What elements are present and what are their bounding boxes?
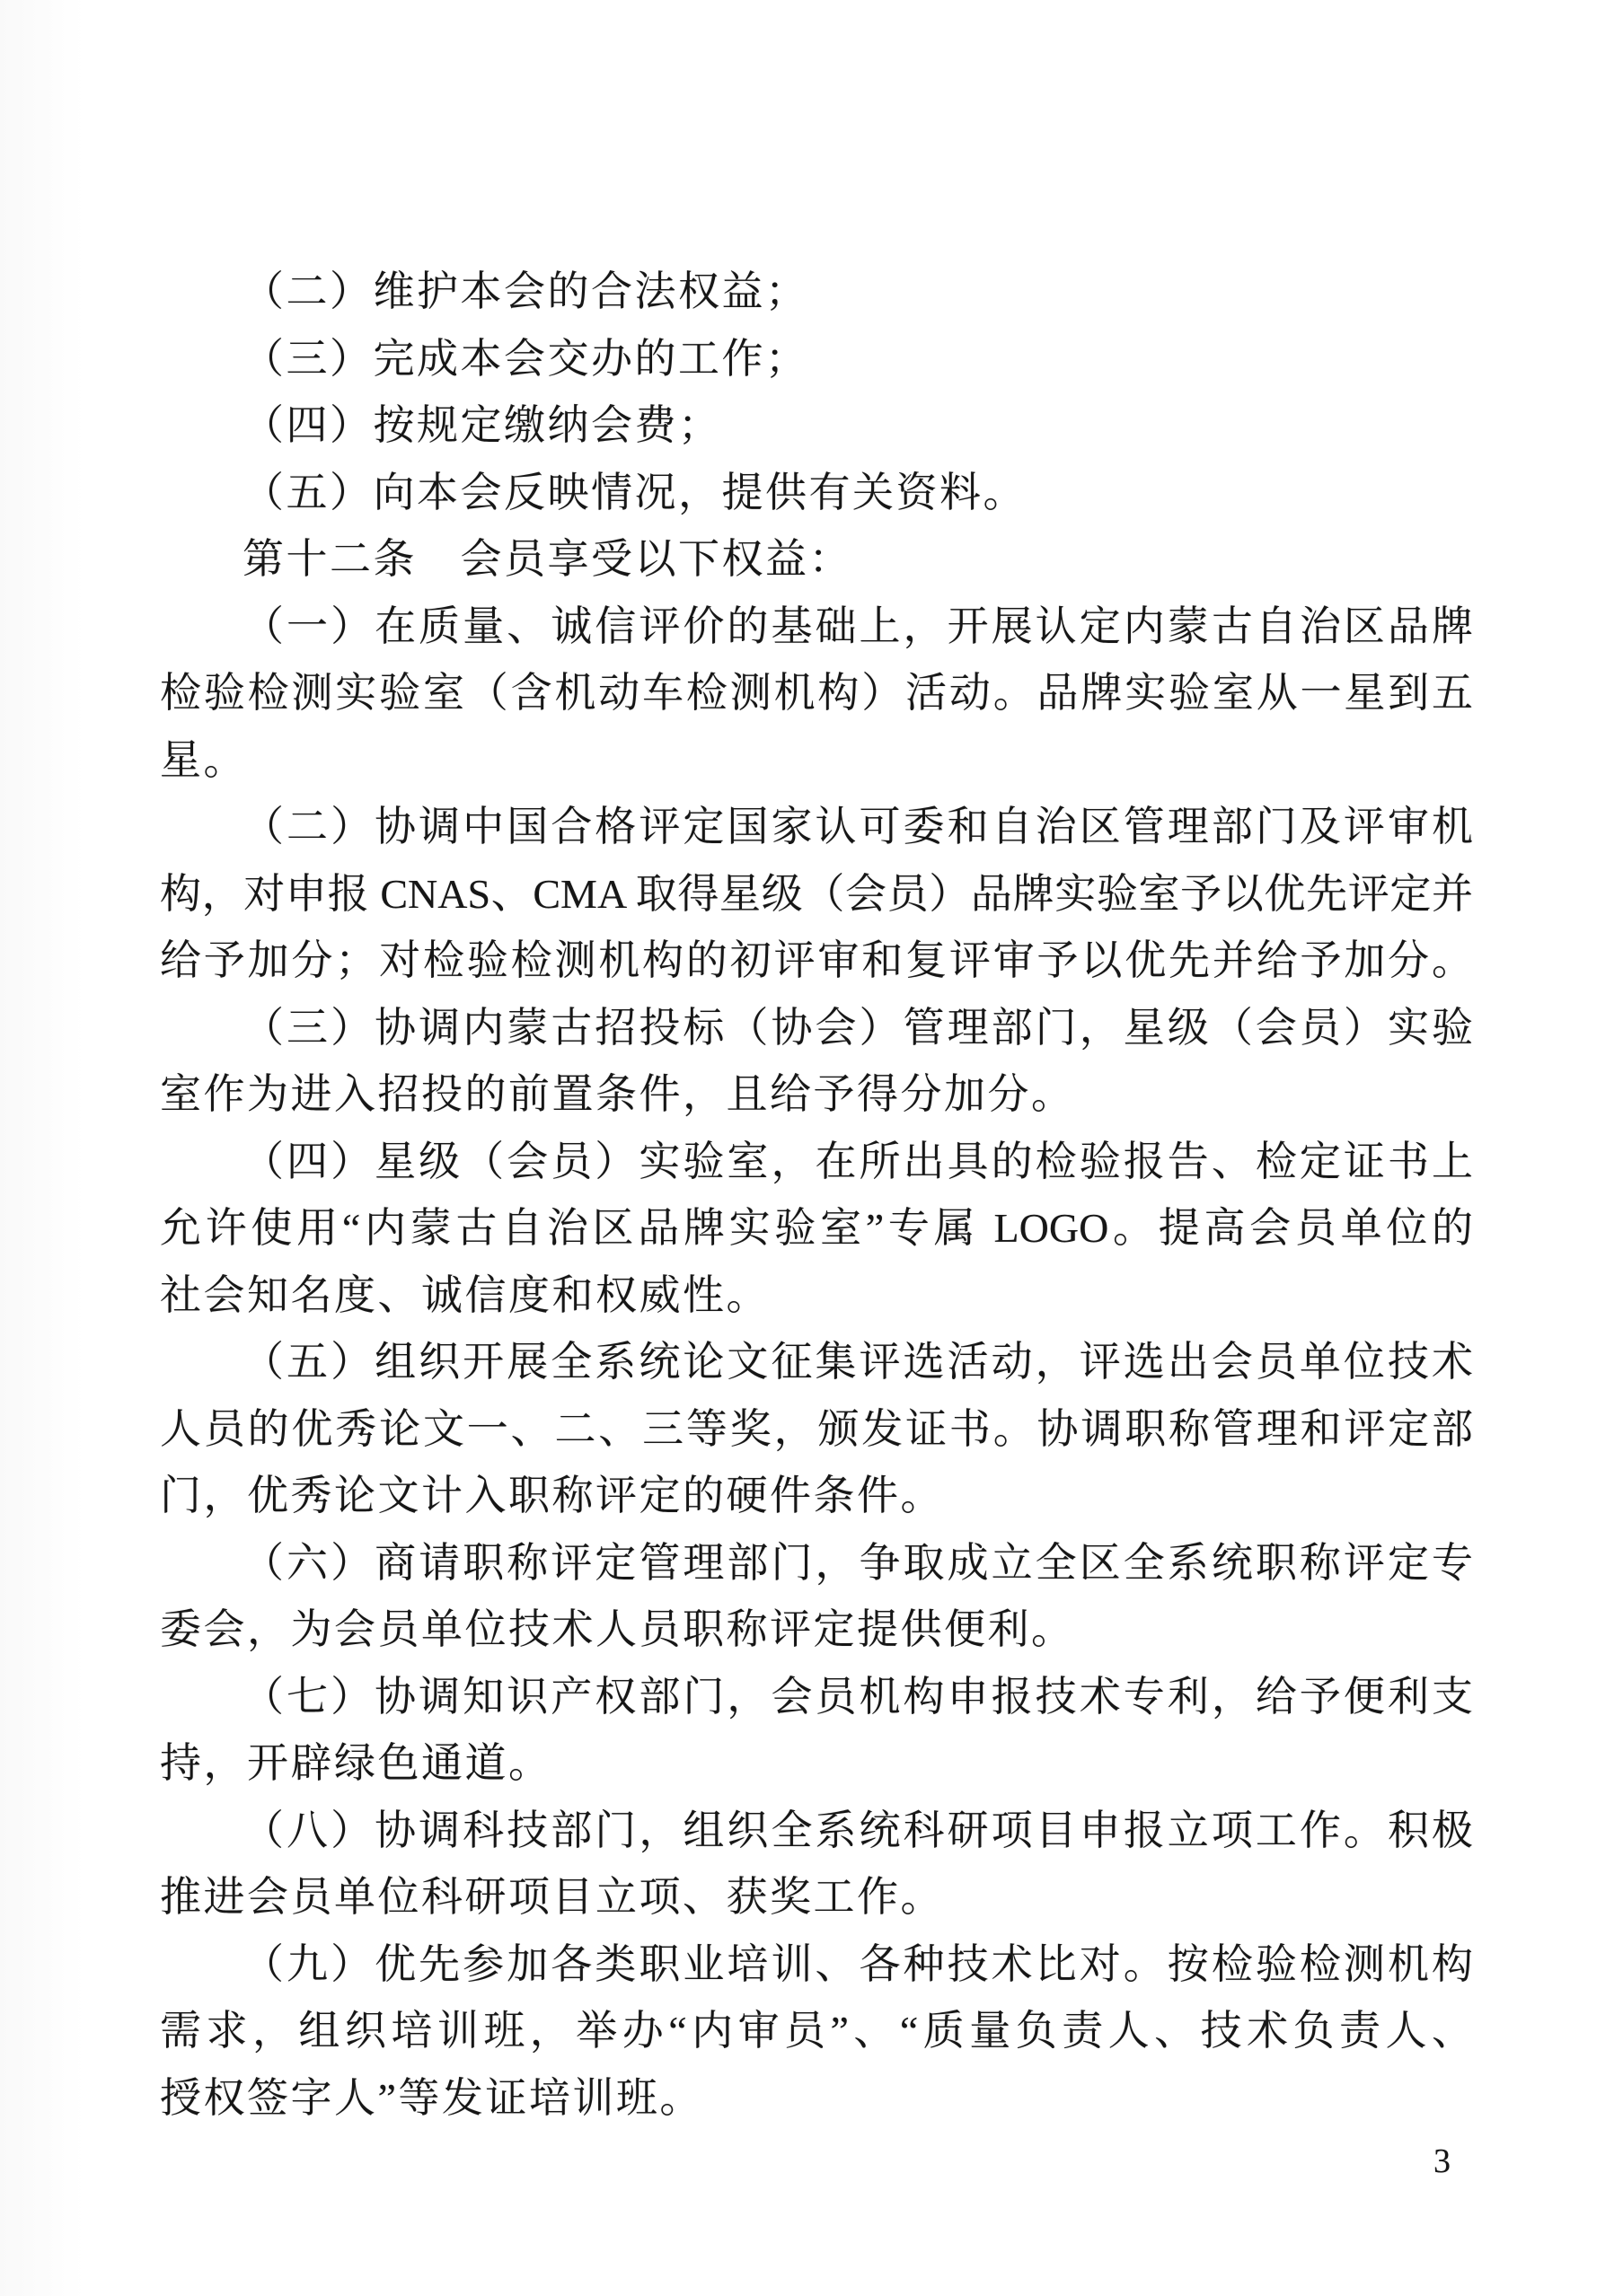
text-line: 允许使用“内蒙古自治区品牌实验室”专属 LOGO。提高会员单位的: [160, 1205, 1473, 1251]
text-line: 构，对申报 CNAS、CMA 取得星级（会员）品牌实验室予以优先评定并: [160, 870, 1473, 917]
text-line: （三）协调内蒙古招投标（协会）管理部门，星级（会员）实验: [243, 1004, 1473, 1051]
text-line: （四）星级（会员）实验室，在所出具的检验报告、检定证书上: [243, 1138, 1473, 1184]
text-line: （八）协调科技部门，组织全系统科研项目申报立项工作。积极: [243, 1807, 1473, 1853]
text-line: 星。: [160, 736, 247, 783]
text-line: （五）向本会反映情况，提供有关资料。: [243, 469, 1027, 515]
text-line: 门，优秀论文计入职称评定的硬件条件。: [160, 1473, 944, 1518]
text-line: 持，开辟绿色通道。: [160, 1740, 552, 1786]
text-line: 委会，为会员单位技术人员职称评定提供便利。: [160, 1606, 1075, 1652]
text-block: [160, 259, 1473, 2132]
text-line: （一）在质量、诚信评价的基础上，开展认定内蒙古自治区品牌: [243, 603, 1473, 649]
text-line: （二）维护本会的合法权益；: [243, 268, 809, 314]
text-line: （七）协调知识产权部门，会员机构申报技术专利，给予便利支: [243, 1673, 1473, 1720]
text-line: （三）完成本会交办的工作；: [243, 335, 809, 382]
text-line: （六）商请职称评定管理部门，争取成立全区全系统职称评定专: [243, 1539, 1473, 1586]
text-line: 第十二条 会员享受以下权益：: [243, 536, 852, 582]
text-line: 人员的优秀论文一、二、三等奖，颁发证书。协调职称管理和评定部: [160, 1405, 1473, 1452]
text-line: （五）组织开展全系统论文征集评选活动，评选出会员单位技术: [243, 1339, 1473, 1385]
text-line: 室作为进入招投的前置条件，且给予得分加分。: [160, 1071, 1075, 1117]
text-line: 授权签字人”等发证培训班。: [160, 2074, 703, 2121]
text-line: 推进会员单位科研项目立项、获奖工作。: [160, 1874, 944, 1920]
text-line: （二）协调中国合格评定国家认可委和自治区管理部门及评审机: [243, 804, 1473, 849]
text-line: 社会知名度、诚信度和权威性。: [160, 1271, 770, 1318]
text-line: （九）优先参加各类职业培训、各种技术比对。按检验检测机构: [243, 1940, 1473, 1987]
text-line: 检验检测实验室（含机动车检测机构）活动。品牌实验室从一星到五: [160, 670, 1473, 716]
text-line: 需求，组织培训班，举办“内审员”、“质量负责人、技术负责人、: [160, 2008, 1473, 2054]
text-line: （四）按规定缴纳会费；: [243, 402, 722, 448]
text-line: 给予加分；对检验检测机构的初评审和复评审予以优先并给予加分。: [160, 937, 1473, 983]
page-number: 3: [1433, 2142, 1451, 2180]
